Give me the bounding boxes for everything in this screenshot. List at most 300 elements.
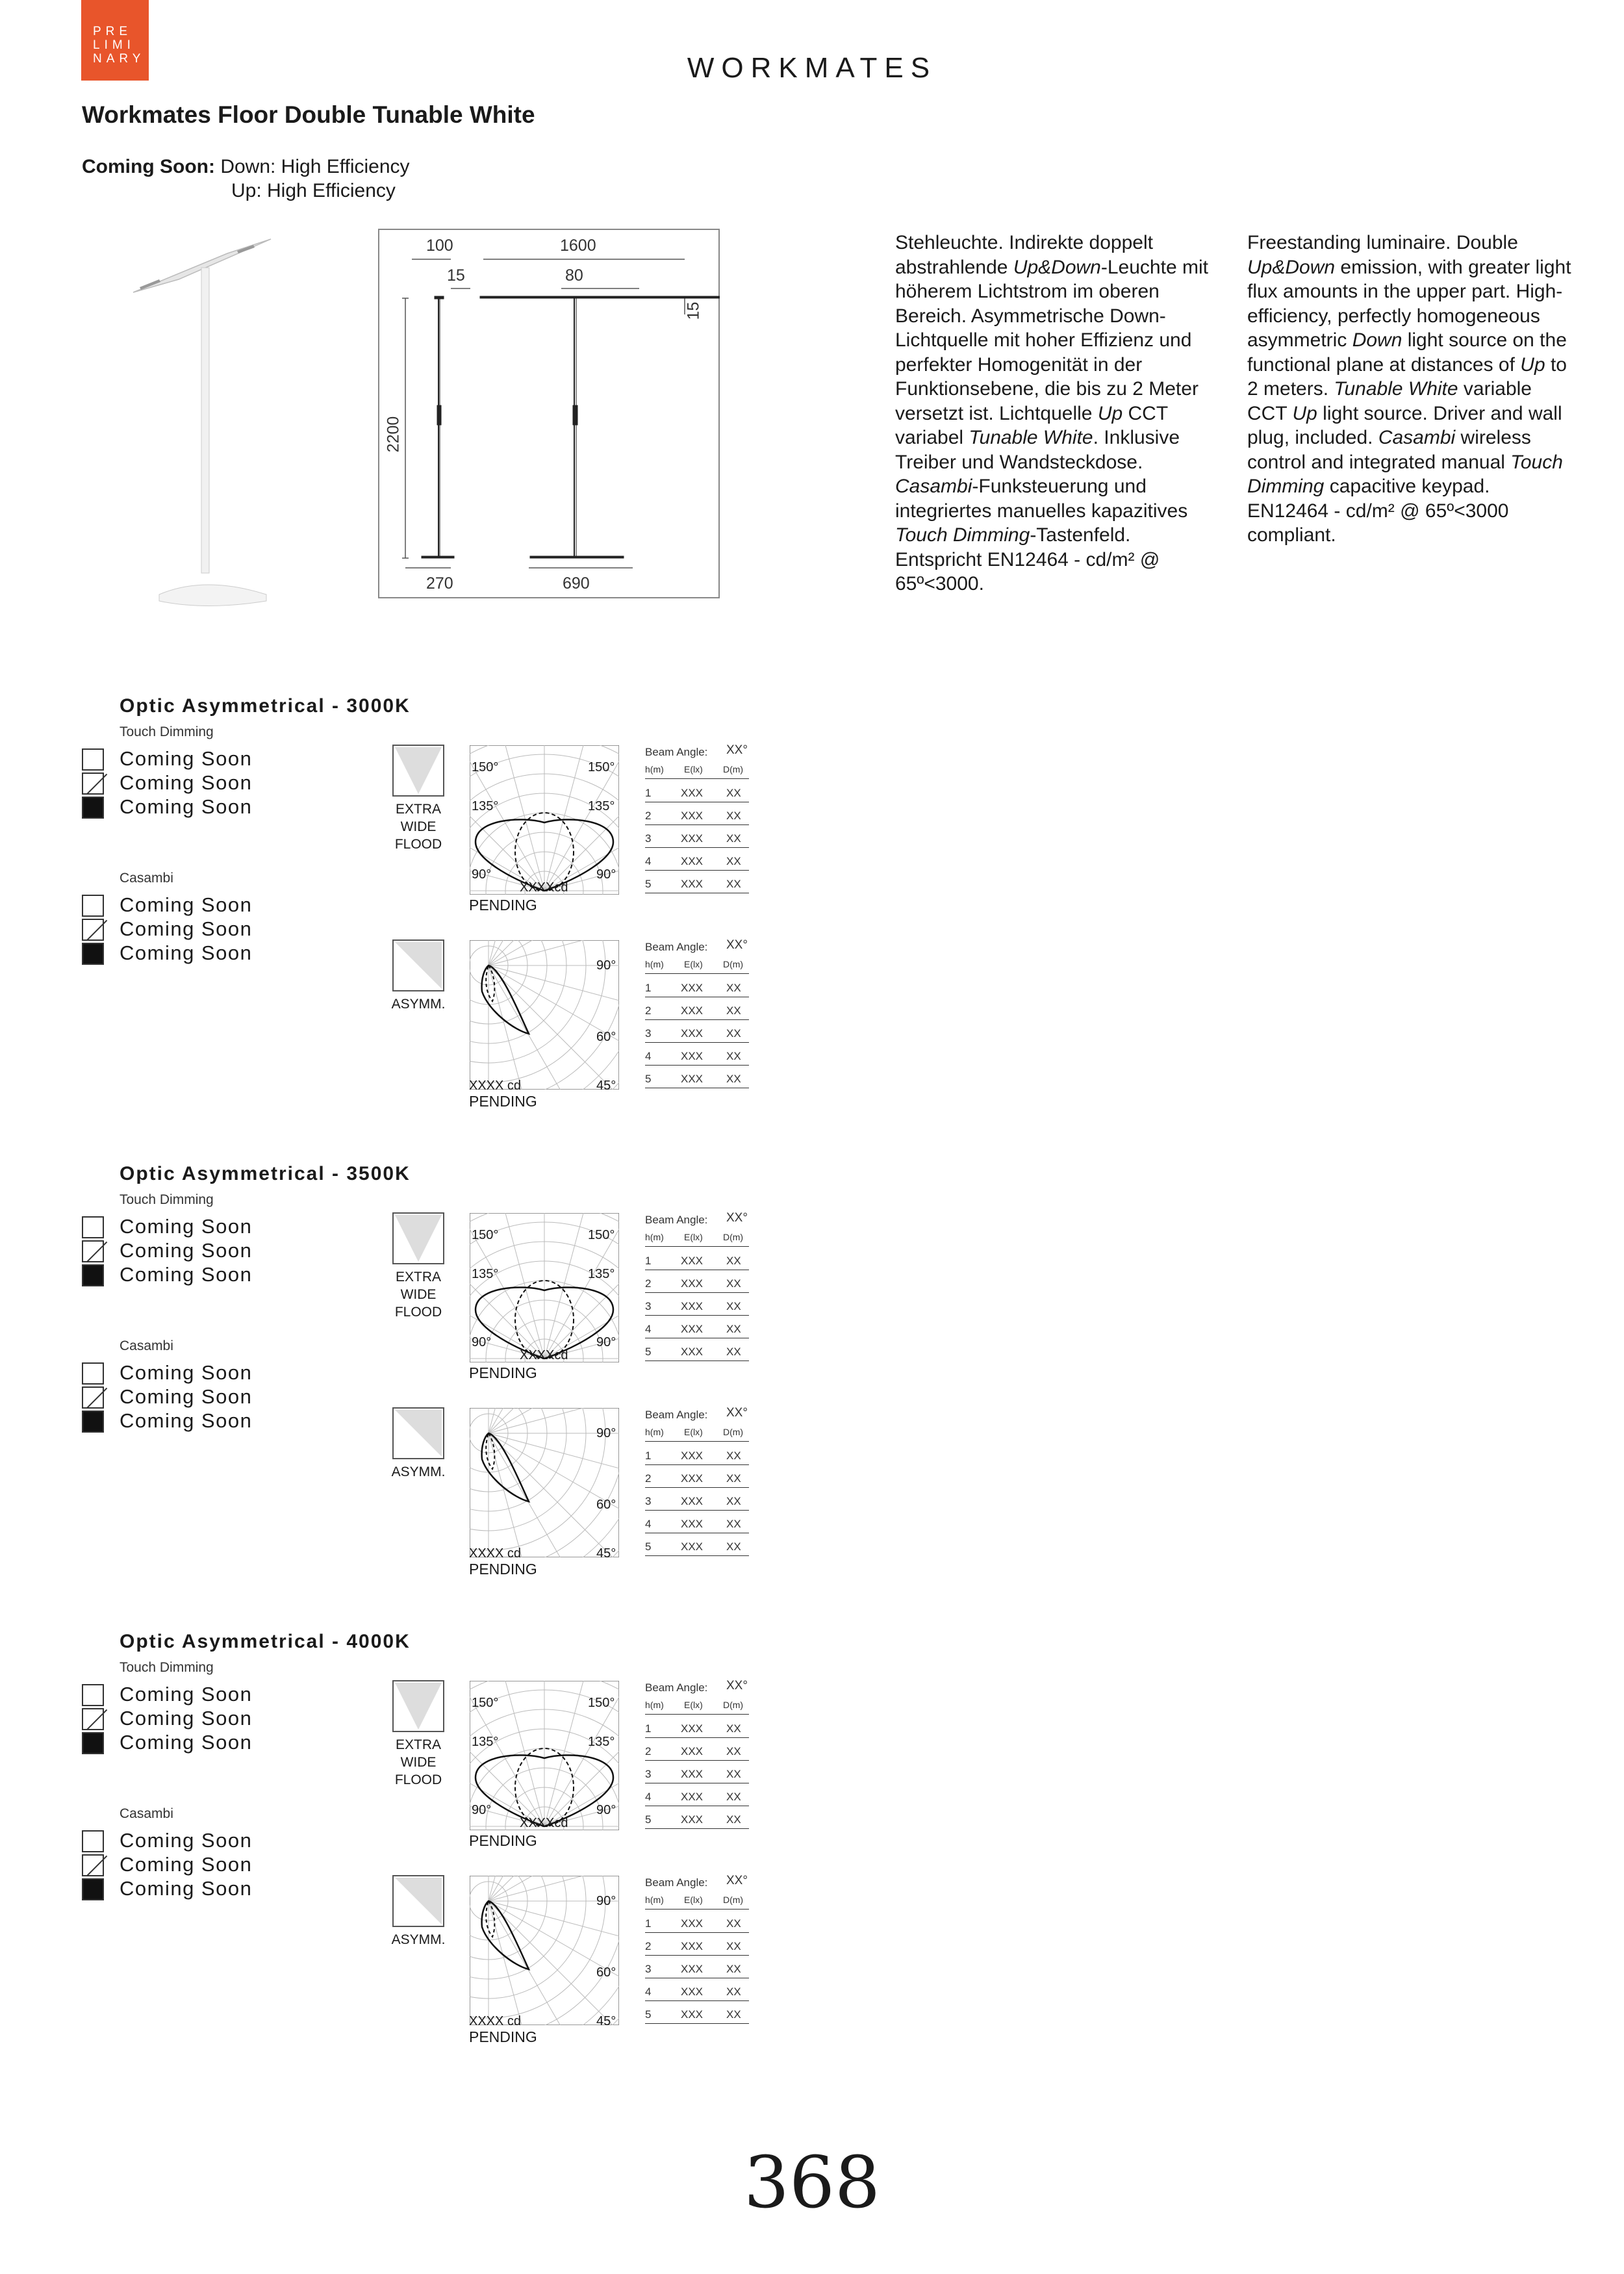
asymmetric-beam-icon [392, 939, 444, 991]
desc-text: -Funksteuerung und integriertes manuelles kapazitives [895, 476, 1188, 522]
table-header-cell: E(lx) [684, 1427, 703, 1437]
casambi-label: Casambi [120, 1806, 173, 1821]
beam-label-asymm: ASYMM. [391, 997, 446, 1012]
table-cell: 1 [645, 1255, 652, 1267]
beam-label-line: WIDE [400, 819, 437, 834]
table-row [645, 787, 749, 802]
table-row [645, 1722, 749, 1738]
badge-line: NARY [93, 52, 146, 66]
table-cell: XXX [681, 1917, 704, 1930]
polar-angle-label: 45° [596, 2014, 616, 2028]
desc-italic: Casambi [895, 476, 972, 497]
polar-angle-label: 90° [472, 1803, 492, 1817]
desc-italic: Up [1520, 353, 1545, 376]
coming-soon-block [82, 155, 410, 203]
table-cell: 1 [645, 982, 652, 994]
table-cell: XX [726, 1323, 741, 1335]
table-cell: XX [726, 1917, 741, 1930]
table-cell: 4 [645, 1791, 652, 1803]
table-cell: 1 [645, 1722, 652, 1735]
table-cell: XX [726, 1027, 741, 1040]
optic-section [0, 695, 1624, 1150]
beam-angle-label: Beam Angle: [645, 1409, 708, 1421]
option-checkbox[interactable] [82, 1732, 104, 1754]
coming-soon-item: Coming Soon [120, 1707, 253, 1730]
table-row [645, 1963, 749, 1978]
option-checkbox[interactable] [82, 1411, 104, 1433]
table-row [645, 1791, 749, 1806]
option-checkbox[interactable] [82, 1386, 104, 1409]
table-cell: XX [726, 810, 741, 822]
option-checkbox[interactable] [82, 943, 104, 965]
table-row [645, 1540, 749, 1556]
option-checkbox[interactable] [82, 1684, 104, 1706]
table-cell: 5 [645, 1346, 652, 1358]
desc-italic: Touch Dimming [1247, 451, 1563, 497]
pending-label: PENDING [469, 2028, 537, 2045]
table-row [645, 1050, 749, 1066]
table-cell: XXX [681, 1540, 704, 1553]
table-cell: XX [726, 1255, 741, 1267]
table-row [645, 2008, 749, 2024]
polar-angle-label: 90° [596, 1335, 616, 1349]
coming-soon-item: Coming Soon [120, 795, 253, 818]
option-checkbox[interactable] [82, 1264, 104, 1286]
polar-angle-label: 45° [596, 1079, 616, 1093]
table-row [645, 878, 749, 893]
desc-text: wireless control and integrated manual [1247, 427, 1531, 473]
option-checkbox[interactable] [82, 797, 104, 819]
section-title: Optic Asymmetrical - 3000K [120, 695, 411, 717]
table-cell: XXX [681, 878, 704, 890]
table-header-cell: E(lx) [684, 764, 703, 774]
table-header [645, 764, 749, 779]
table-cell: 2 [645, 1277, 652, 1290]
table-cell: XX [726, 1346, 741, 1358]
polar-angle-label: 90° [596, 1894, 616, 1908]
coming-soon-up: Up: High Efficiency [231, 180, 396, 201]
table-header [645, 1427, 749, 1442]
photometric-table [645, 743, 755, 895]
beam-label-extra-wide-flood [377, 1268, 460, 1321]
photometric-table [645, 1406, 755, 1558]
table-cell: 4 [645, 1050, 652, 1062]
polar-angle-label: XXXX cd [469, 1546, 522, 1561]
polar-angle-label: 90° [596, 1803, 616, 1817]
desc-text: variable CCT [1247, 378, 1532, 424]
table-row [645, 832, 749, 848]
table-cell: 4 [645, 1323, 652, 1335]
polar-angle-label: 135° [588, 1267, 615, 1281]
table-header [645, 959, 749, 974]
desc-text: light source. Driver and wall plug, included. [1247, 402, 1562, 448]
desc-italic: Tunable White [1334, 378, 1458, 400]
coming-soon-item: Coming Soon [120, 1829, 253, 1852]
table-cell: 4 [645, 855, 652, 867]
table-row [645, 1323, 749, 1338]
option-checkbox[interactable] [82, 919, 104, 941]
beam-label-extra-wide-flood [377, 800, 460, 853]
table-cell: XXX [681, 1073, 704, 1085]
table-row [645, 1450, 749, 1465]
table-header-cell: D(m) [723, 1427, 744, 1437]
coming-soon-item: Coming Soon [120, 941, 253, 964]
table-cell: XX [726, 1300, 741, 1312]
table-header-cell: D(m) [723, 1895, 744, 1905]
table-cell: XX [726, 1050, 741, 1062]
beam-angle-value: XX° [726, 1211, 748, 1225]
table-header-cell: h(m) [645, 959, 664, 969]
beam-angle-label: Beam Angle: [645, 1876, 708, 1889]
table-row [645, 1346, 749, 1361]
table-row [645, 1073, 749, 1088]
beam-angle-value: XX° [726, 938, 748, 952]
option-checkbox[interactable] [82, 748, 104, 771]
dim-100: 100 [426, 236, 453, 255]
table-cell: XXX [681, 1004, 704, 1017]
table-row [645, 1004, 749, 1020]
touch-dimming-label: Touch Dimming [120, 724, 214, 739]
table-cell: XXX [681, 1813, 704, 1826]
table-cell: XX [726, 1986, 741, 1998]
table-row [645, 1027, 749, 1043]
dim-2200: 2200 [384, 416, 403, 453]
coming-soon-item: Coming Soon [120, 1263, 253, 1286]
table-cell: XXX [681, 1027, 704, 1040]
photometric-table [645, 1876, 755, 2026]
beam-label-line: FLOOD [394, 1772, 442, 1787]
desc-text: emission, with greater light flux amounts in the upper part. High-efficiency, perfectly homogeneous asymmetric [1247, 256, 1571, 351]
photometric-table [645, 1211, 755, 1363]
table-cell: 1 [645, 1450, 652, 1462]
table-cell: 5 [645, 2008, 652, 2021]
coming-soon-item: Coming Soon [120, 917, 253, 940]
table-row [645, 1472, 749, 1488]
table-cell: XXX [681, 1472, 704, 1485]
table-cell: XX [726, 982, 741, 994]
option-checkbox[interactable] [82, 1854, 104, 1876]
polar-angle-label: 150° [472, 1228, 499, 1242]
optic-section [0, 1163, 1624, 1618]
table-cell: XX [726, 1518, 741, 1530]
table-cell: XXX [681, 1450, 704, 1462]
polar-angle-label: 135° [472, 799, 499, 813]
coming-soon-item: Coming Soon [120, 747, 253, 770]
table-row [645, 1495, 749, 1511]
beam-angle-value: XX° [726, 1406, 748, 1420]
coming-soon-down: Down: High Efficiency [220, 156, 410, 177]
beam-label-line: WIDE [400, 1755, 437, 1770]
table-header-cell: h(m) [645, 764, 664, 774]
table-row [645, 810, 749, 825]
option-checkbox[interactable] [82, 1708, 104, 1730]
beam-angle-label: Beam Angle: [645, 1681, 708, 1694]
table-cell: 4 [645, 1986, 652, 1998]
table-row [645, 1917, 749, 1933]
table-row [645, 1277, 749, 1293]
table-cell: XX [726, 832, 741, 845]
table-cell: XX [726, 1768, 741, 1780]
polar-angle-label: XXXXcd [520, 880, 568, 895]
beam-label-line: FLOOD [394, 1305, 442, 1320]
table-cell: XXX [681, 1791, 704, 1803]
polar-angle-label: 60° [596, 1498, 616, 1512]
table-row [645, 1255, 749, 1270]
option-checkbox[interactable] [82, 1240, 104, 1262]
coming-soon-item: Coming Soon [120, 771, 253, 794]
coming-soon-item: Coming Soon [120, 1409, 253, 1432]
table-cell: XXX [681, 855, 704, 867]
touch-dimming-label: Touch Dimming [120, 1192, 214, 1207]
dim-270: 270 [426, 574, 453, 593]
polar-angle-label: XXXX cd [469, 1079, 522, 1093]
table-cell: XXX [681, 1323, 704, 1335]
page-number: 368 [744, 2141, 880, 2224]
table-cell: XXX [681, 2008, 704, 2021]
table-cell: 1 [645, 1917, 652, 1930]
table-cell: XXX [681, 1518, 704, 1530]
photometric-table [645, 1681, 755, 1831]
table-header-cell: h(m) [645, 1427, 664, 1437]
table-cell: 3 [645, 1495, 652, 1507]
coming-soon-item: Coming Soon [120, 1239, 253, 1262]
description-english [1247, 231, 1572, 548]
table-cell: 3 [645, 832, 652, 845]
dim-15: 15 [447, 266, 465, 285]
table-cell: 2 [645, 1745, 652, 1757]
pending-label: PENDING [469, 897, 537, 913]
desc-italic: Up&Down [1247, 256, 1336, 278]
section-title: Optic Asymmetrical - 4000K [120, 1631, 411, 1652]
table-header-cell: E(lx) [684, 959, 703, 969]
table-cell: XX [726, 1745, 741, 1757]
coming-soon-item: Coming Soon [120, 1683, 253, 1706]
table-header [645, 1232, 749, 1247]
table-cell: 5 [645, 1540, 652, 1553]
table-cell: 5 [645, 1073, 652, 1085]
option-checkbox[interactable] [82, 1216, 104, 1238]
table-cell: XX [726, 1073, 741, 1085]
description-german [895, 231, 1220, 596]
table-cell: XX [726, 855, 741, 867]
asymmetric-beam-icon [392, 1407, 444, 1459]
table-cell: 2 [645, 1940, 652, 1952]
table-header-cell: h(m) [645, 1232, 664, 1242]
table-cell: XX [726, 1813, 741, 1826]
polar-angle-label: 90° [596, 1426, 616, 1440]
table-cell: XX [726, 787, 741, 799]
desc-text: Freestanding luminaire. Double [1247, 232, 1518, 253]
table-cell: XXX [681, 787, 704, 799]
polar-angle-label: 90° [472, 867, 492, 882]
pending-label: PENDING [469, 1093, 537, 1110]
desc-text: -Leuchte mit höherem Lichtstrom im oberen Bereich. Asymmetrische Down-Lichtquelle mit hoher Effizienz und perfekter Homogenität in der Funktionsebene, die bis zu 2 Meter versetzt ist. Lichtquelle [895, 256, 1208, 424]
table-cell: XX [726, 1495, 741, 1507]
desc-text: Stehleuchte. Indirekte doppelt abstrahlende [895, 232, 1153, 278]
polar-angle-label: 150° [588, 760, 615, 774]
coming-soon-item: Coming Soon [120, 1731, 253, 1754]
table-cell: XX [726, 1450, 741, 1462]
table-cell: XX [726, 878, 741, 890]
preliminary-badge [81, 0, 149, 81]
table-cell: XXX [681, 1745, 704, 1757]
table-cell: XXX [681, 1722, 704, 1735]
table-cell: XXX [681, 1255, 704, 1267]
table-cell: XXX [681, 1346, 704, 1358]
extra-wide-flood-icon [392, 1680, 444, 1732]
table-cell: XX [726, 1940, 741, 1952]
table-row [645, 1940, 749, 1956]
beam-label-line: EXTRA [395, 802, 441, 817]
polar-angle-label: XXXXcd [520, 1348, 568, 1362]
table-cell: XX [726, 1472, 741, 1485]
table-header-cell: D(m) [723, 1700, 744, 1710]
dim-690: 690 [563, 574, 590, 593]
table-cell: XXX [681, 1300, 704, 1312]
desc-italic: Down [1352, 329, 1402, 351]
polar-angle-label: XXXXcd [520, 1816, 568, 1830]
table-cell: XXX [681, 832, 704, 845]
table-cell: XXX [681, 810, 704, 822]
table-cell: XX [726, 1540, 741, 1553]
table-header [645, 1895, 749, 1910]
product-illustration [120, 221, 276, 611]
table-cell: XX [726, 1791, 741, 1803]
desc-text: . Inklusive Treiber und Wandsteckdose. [895, 427, 1180, 473]
beam-label-extra-wide-flood [377, 1736, 460, 1789]
beam-label-asymm: ASYMM. [391, 1932, 446, 1947]
polar-angle-label: 135° [472, 1735, 499, 1749]
desc-text: -Tastenfeld. Entspricht EN12464 - cd/m² @ 65º<3000. [895, 524, 1160, 594]
beam-angle-value: XX° [726, 1874, 748, 1887]
pending-label: PENDING [469, 1832, 537, 1849]
beam-label-line: FLOOD [394, 837, 442, 852]
coming-soon-label: Coming Soon: [82, 156, 215, 177]
table-cell: XXX [681, 1940, 704, 1952]
extra-wide-flood-icon [392, 745, 444, 797]
table-cell: XX [726, 1277, 741, 1290]
beam-angle-label: Beam Angle: [645, 1214, 708, 1226]
desc-italic: Up [1097, 402, 1123, 424]
table-cell: 5 [645, 878, 652, 890]
table-header-cell: h(m) [645, 1895, 664, 1905]
table-row [645, 1768, 749, 1783]
option-checkbox[interactable] [82, 1878, 104, 1900]
product-title: Workmates Floor Double Tunable White [82, 101, 535, 128]
polar-angle-label: 60° [596, 1965, 616, 1980]
table-row [645, 1518, 749, 1533]
desc-italic: Up&Down [1013, 256, 1101, 278]
beam-label-line: EXTRA [395, 1737, 441, 1752]
casambi-label: Casambi [120, 871, 173, 886]
polar-angle-label: 45° [596, 1546, 616, 1561]
table-row [645, 1813, 749, 1829]
table-header-cell: D(m) [723, 764, 744, 774]
table-cell: XXX [681, 982, 704, 994]
asymmetric-beam-icon [392, 1875, 444, 1927]
pending-label: PENDING [469, 1561, 537, 1578]
table-cell: 3 [645, 1300, 652, 1312]
photometric-table [645, 938, 755, 1090]
desc-italic: Tunable White [969, 427, 1093, 448]
table-header-cell: E(lx) [684, 1232, 703, 1242]
coming-soon-item: Coming Soon [120, 1385, 253, 1408]
table-row [645, 1300, 749, 1316]
polar-angle-label: 150° [472, 1696, 499, 1710]
desc-italic: Casambi [1378, 427, 1456, 448]
polar-angle-label: 135° [588, 799, 615, 813]
dim-15-vertical: 15 [684, 301, 703, 320]
beam-label-line: EXTRA [395, 1270, 441, 1284]
table-cell: 1 [645, 787, 652, 799]
polar-angle-label: 150° [588, 1228, 615, 1242]
polar-angle-label: 135° [588, 1735, 615, 1749]
table-row [645, 1745, 749, 1761]
table-row [645, 1986, 749, 2001]
desc-italic: Up [1292, 402, 1317, 424]
beam-angle-value: XX° [726, 743, 748, 757]
table-header-cell: D(m) [723, 959, 744, 969]
beam-angle-label: Beam Angle: [645, 941, 708, 953]
coming-soon-item: Coming Soon [120, 1877, 253, 1900]
badge-line: LIMI [93, 38, 135, 52]
desc-text: CCT variabel [895, 402, 1168, 448]
coming-soon-item: Coming Soon [120, 893, 253, 916]
coming-soon-item: Coming Soon [120, 1853, 253, 1876]
table-header-cell: D(m) [723, 1232, 744, 1242]
option-checkbox[interactable] [82, 1830, 104, 1852]
table-cell: 5 [645, 1813, 652, 1826]
table-cell: 2 [645, 1472, 652, 1485]
table-cell: XXX [681, 1495, 704, 1507]
option-checkbox[interactable] [82, 895, 104, 917]
option-checkbox[interactable] [82, 1362, 104, 1385]
table-cell: XX [726, 1963, 741, 1975]
table-header [645, 1700, 749, 1715]
table-row [645, 855, 749, 871]
table-cell: 3 [645, 1768, 652, 1780]
option-checkbox[interactable] [82, 773, 104, 795]
table-cell: XX [726, 2008, 741, 2021]
table-row [645, 982, 749, 997]
desc-italic: Touch Dimming [895, 524, 1030, 546]
table-cell: 2 [645, 1004, 652, 1017]
polar-angle-label: 90° [596, 958, 616, 973]
table-cell: 4 [645, 1518, 652, 1530]
table-cell: XXX [681, 1986, 704, 1998]
touch-dimming-label: Touch Dimming [120, 1660, 214, 1675]
beam-label-asymm: ASYMM. [391, 1464, 446, 1479]
table-cell: XX [726, 1722, 741, 1735]
desc-text: to 2 meters. [1247, 353, 1567, 400]
polar-angle-label: 90° [472, 1335, 492, 1349]
casambi-label: Casambi [120, 1338, 173, 1353]
table-cell: XXX [681, 1768, 704, 1780]
table-cell: XX [726, 1004, 741, 1017]
extra-wide-flood-icon [392, 1212, 444, 1264]
table-cell: 3 [645, 1027, 652, 1040]
polar-angle-label: 60° [596, 1030, 616, 1044]
table-cell: 3 [645, 1963, 652, 1975]
table-cell: XXX [681, 1963, 704, 1975]
coming-soon-item: Coming Soon [120, 1215, 253, 1238]
desc-text: capacitive keypad. EN12464 - cd/m² @ 65º<3000 compliant. [1247, 476, 1509, 546]
section-title: Optic Asymmetrical - 3500K [120, 1163, 411, 1184]
coming-soon-item: Coming Soon [120, 1361, 253, 1384]
polar-angle-label: 90° [596, 867, 616, 882]
desc-text: light source on the functional plane at distances of [1247, 329, 1567, 376]
technical-drawing [378, 229, 720, 598]
